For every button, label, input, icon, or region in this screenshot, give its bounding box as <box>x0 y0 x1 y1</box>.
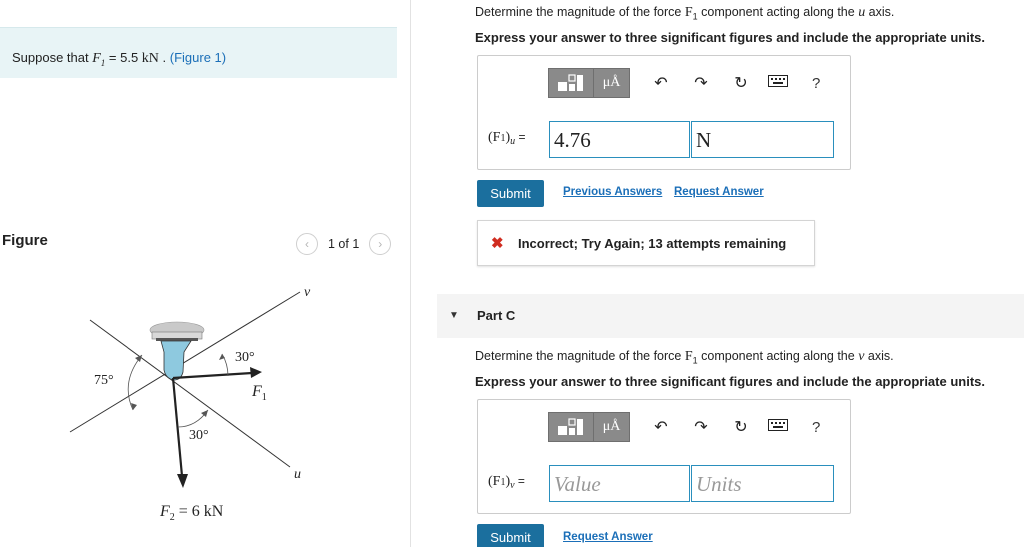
part-b-feedback <box>477 220 815 266</box>
part-c-instruction: Express your answer to three significant figures and include the appropriate units. <box>475 374 985 389</box>
part-b-question: Determine the magnitude of the force $F_1$ component acting along the u axis. <box>475 5 895 22</box>
angle-30-bottom-label: 30° <box>189 428 209 443</box>
figure-title: Figure <box>2 232 48 249</box>
part-b-value-input[interactable]: 4.76 <box>549 121 690 158</box>
intro-prefix: Suppose that <box>12 50 93 65</box>
bracket <box>161 341 191 380</box>
part-c-answer-label: $(F1)_v$ = <box>488 474 525 491</box>
templates-icon[interactable] <box>548 412 594 442</box>
force-diagram <box>60 272 360 532</box>
reset-icon[interactable]: ↻ <box>734 75 748 92</box>
part-b-instruction: Express your answer to three significant figures and include the appropriate units. <box>475 30 985 45</box>
part-c-header[interactable] <box>437 294 1024 338</box>
redo-icon[interactable]: ↷ <box>694 75 708 92</box>
figure-pager <box>296 233 391 255</box>
question-panel <box>411 0 1024 547</box>
intro-unit: kN <box>141 51 159 66</box>
feedback-text: Incorrect; Try Again; 13 attempts remaining <box>518 236 787 251</box>
caret-down-icon[interactable]: ▼ <box>449 310 459 321</box>
undo-icon[interactable]: ↶ <box>654 419 668 436</box>
part-b-answer-label: $(F1)_u$ = <box>488 130 526 147</box>
keyboard-icon[interactable] <box>768 418 786 436</box>
undo-icon[interactable]: ↶ <box>654 75 668 92</box>
x-icon: ✖ <box>491 235 504 252</box>
part-c-toolbar <box>548 412 820 442</box>
part-b-answer-box <box>477 55 851 170</box>
chevron-right-icon[interactable]: › <box>369 233 391 255</box>
units-icon[interactable]: μÅ <box>594 68 630 98</box>
f1-arrow <box>173 373 252 378</box>
problem-panel <box>0 0 410 547</box>
units-icon[interactable]: μÅ <box>594 412 630 442</box>
redo-icon[interactable]: ↷ <box>694 419 708 436</box>
intro-var: $F_1$ <box>92 51 106 68</box>
reset-icon[interactable]: ↻ <box>734 419 748 436</box>
figure-link[interactable]: (Figure 1) <box>169 50 227 65</box>
angle-30-top-label: 30° <box>235 350 255 365</box>
part-c-value-input[interactable]: Value <box>549 465 690 502</box>
problem-intro <box>12 50 226 68</box>
angle-75-label: 75° <box>94 373 114 388</box>
help-icon[interactable]: ? <box>812 74 821 92</box>
f1-label: $F_1$ <box>252 383 267 403</box>
help-icon[interactable]: ? <box>812 418 821 436</box>
part-c-question: Determine the magnitude of the force $F_1$ component acting along the v axis. <box>475 349 894 366</box>
v-axis-line <box>70 292 300 432</box>
templates-icon[interactable] <box>548 68 594 98</box>
v-axis-label: v <box>304 285 311 300</box>
u-axis-label: u <box>294 467 301 482</box>
pager-text: 1 of 1 <box>328 237 360 251</box>
part-c-unit-input[interactable]: Units <box>691 465 834 502</box>
previous-answers-link[interactable]: Previous Answers <box>563 186 663 198</box>
part-b-toolbar <box>548 68 820 98</box>
part-c-request-answer-link[interactable]: Request Answer <box>563 531 653 543</box>
part-b-submit-button[interactable]: Submit <box>477 180 544 207</box>
intro-suffix: . <box>158 50 170 65</box>
part-c-submit-button[interactable]: Submit <box>477 524 544 547</box>
part-b-request-answer-link[interactable]: Request Answer <box>674 186 764 198</box>
chevron-left-icon[interactable]: ‹ <box>296 233 318 255</box>
angle-arc-75 <box>128 355 142 410</box>
part-c-answer-box <box>477 399 851 514</box>
f2-label: $F_2 = 6$ kN <box>160 503 224 523</box>
intro-eq: = 5.5 <box>105 50 142 65</box>
part-c-title[interactable]: Part C <box>477 308 516 323</box>
keyboard-icon[interactable] <box>768 74 786 92</box>
part-b-unit-input[interactable]: N <box>691 121 834 158</box>
